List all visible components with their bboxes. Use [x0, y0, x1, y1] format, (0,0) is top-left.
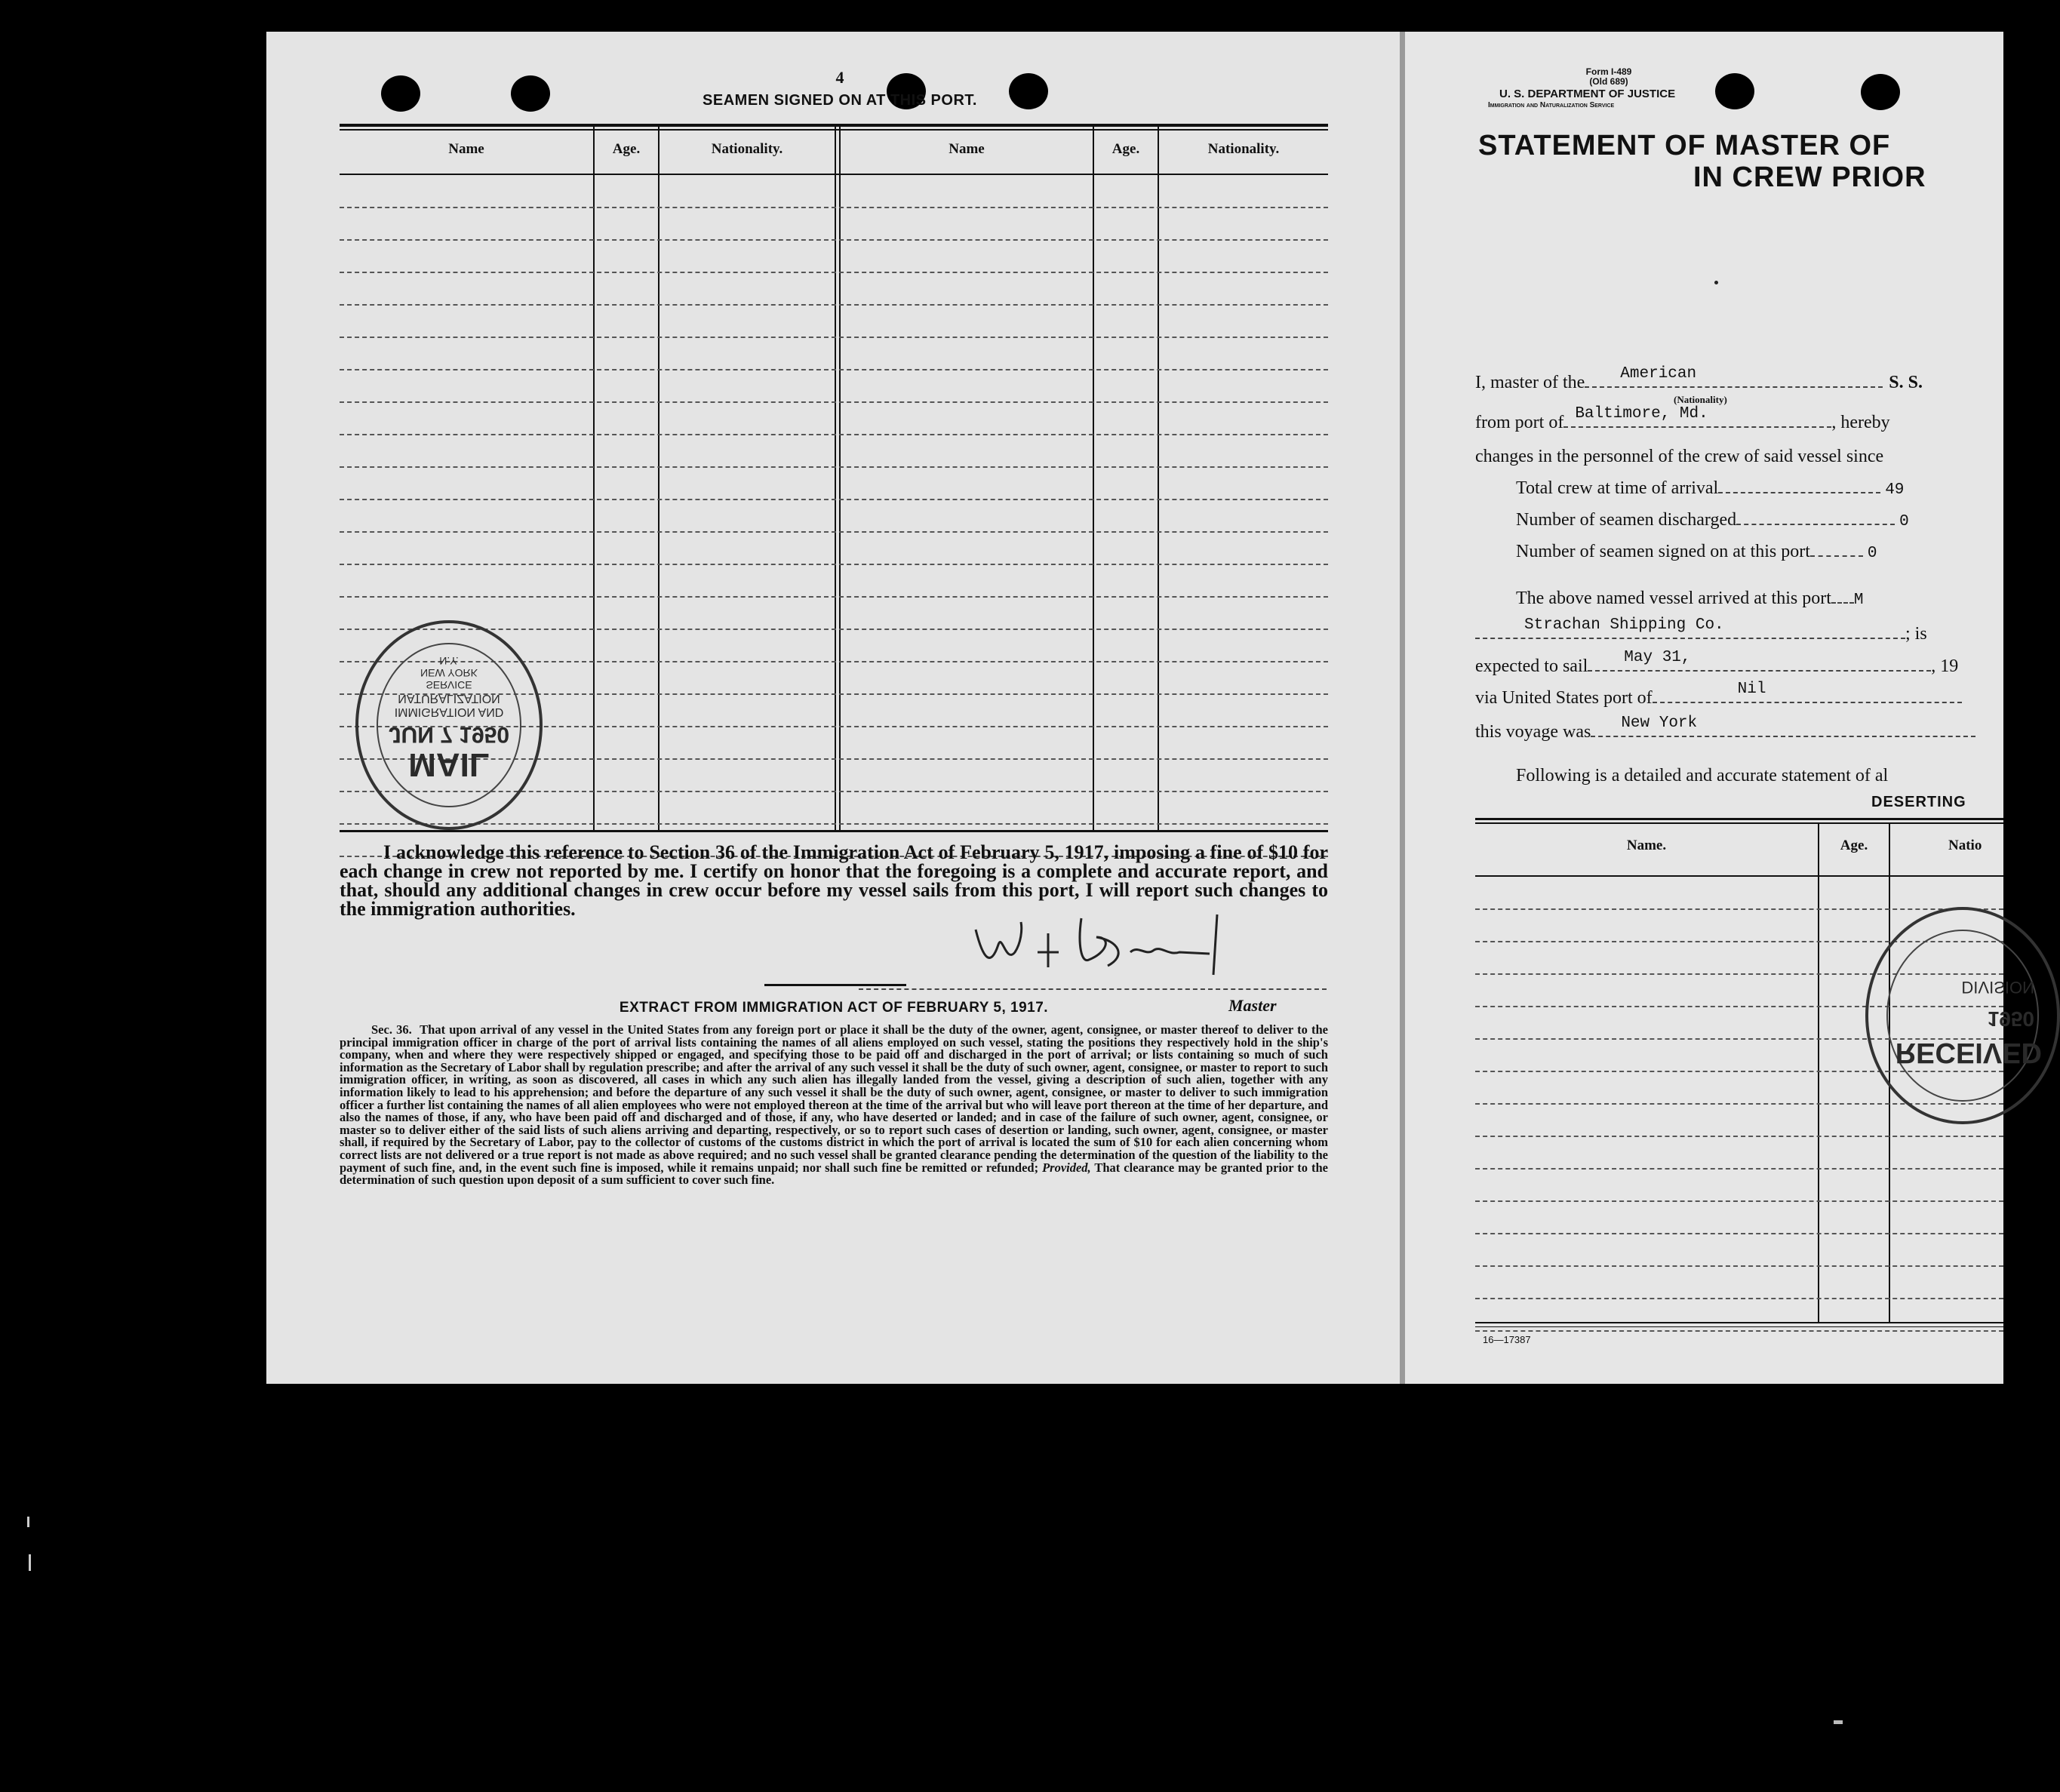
discharged-value: 0: [1899, 513, 1909, 530]
scan-mark: [29, 1554, 31, 1571]
sail-line: expected to sail May 31, , 19: [1475, 649, 1959, 676]
extract-proviso-label: Provided,: [1042, 1160, 1091, 1175]
footer-rule: [1475, 1326, 2003, 1327]
voyage-value: New York: [1621, 715, 1698, 732]
form-number: Form I-489: [1585, 66, 1632, 77]
table-row: [340, 499, 1328, 500]
nationality-value: American: [1620, 365, 1697, 383]
table-row: [340, 466, 1328, 468]
changes-line: changes in the personnel of the crew of said vessel since: [1475, 447, 1884, 466]
table-row: [1475, 1168, 2003, 1170]
master-label: Master: [1228, 996, 1277, 1015]
mail-stamp: MAIL JUN 7 1950 IMMIGRATION AND NATURALIZATION SERVICE NEW YORK N.Y.: [355, 620, 543, 830]
table-top-rule: [1475, 822, 2003, 824]
punch-hole: [1861, 74, 1900, 110]
extract-proviso: That clearance may be granted prior to the determination of such question upon deposit of a sum sufficient to cover such fine.: [340, 1160, 1328, 1188]
table-row: [1475, 1298, 2003, 1299]
form-title-line1: STATEMENT OF MASTER OF: [1478, 130, 1891, 161]
signature-graphic: [968, 899, 1247, 982]
column-header-name: Name: [949, 141, 985, 157]
extract-section-label: Sec. 36.: [371, 1022, 412, 1037]
column-header-age: Age.: [612, 141, 641, 157]
column-header-age: Age.: [1111, 141, 1140, 157]
scan-mark: [1834, 1720, 1843, 1724]
table-row: [340, 596, 1328, 598]
punch-hole: [381, 75, 420, 112]
form-title-line2: IN CREW PRIOR: [1693, 161, 1926, 193]
punch-hole: [1715, 73, 1754, 109]
table-bottom-rule: [340, 830, 1328, 832]
following-line: Following is a detailed and accurate statement of al: [1516, 766, 1889, 785]
punch-hole: [511, 75, 550, 112]
column-header-nationality: Natio: [1948, 838, 1982, 853]
mark-dot: [1714, 281, 1718, 284]
table-row: [340, 564, 1328, 565]
page-fold: [1400, 32, 1405, 1384]
table-row: [1475, 1330, 2003, 1332]
service-name: Immigration and Naturalization Service: [1488, 101, 1615, 109]
extract-rule: [764, 984, 906, 986]
table-row: [340, 434, 1328, 435]
from-port-line: from port of Baltimore, Md. , hereby: [1475, 405, 1890, 432]
department-name: U. S. DEPARTMENT OF JUSTICE: [1499, 88, 1676, 100]
table-row: [340, 337, 1328, 338]
certification-text: I acknowledge this reference to Section 36 of the Immigration Act of February 5, 1917, imposing a fine of $10 for each change in crew not reported by me. I certify on honor that the foregoing is a complete and accurate report, and that, should any additional changes in crew occur before my vessel sails from this port, I will report such changes to the immigration authorities.: [340, 841, 1328, 920]
via-value: Nil: [1737, 681, 1766, 698]
arrived-line: The above named vessel arrived at this port M: [1516, 589, 1864, 609]
column-divider: [1818, 824, 1819, 1322]
voyage-line: this voyage was New York: [1475, 722, 1975, 742]
form-old-number: (Old 689): [1589, 76, 1628, 87]
left-page: [266, 32, 1402, 1384]
nationality-hint: (Nationality): [1674, 394, 1727, 405]
right-page: [1405, 32, 2042, 1384]
agent-value: Strachan Shipping Co.: [1524, 616, 1724, 634]
table-top-rule: [1475, 818, 2003, 820]
from-port-value: Baltimore, Md.: [1575, 405, 1708, 423]
table-row: [340, 304, 1328, 306]
master-signature: [968, 899, 1247, 982]
print-code: 16—17387: [1483, 1334, 1531, 1345]
table-top-rule: [340, 124, 1328, 127]
total-crew-value: 49: [1885, 481, 1905, 499]
extract-title: EXTRACT FROM IMMIGRATION ACT OF FEBRUARY 5, 1917.: [619, 1000, 1049, 1016]
extract-text: That upon arrival of any vessel in the United States from any foreign port or place it shall be the duty of the owner, agent, consignee, or master thereof to deliver to the principal immigration officer in charge of the port of arrival lists containing the names of all aliens employed on such vessel, stating the positions they respectively hold in the ship's company, when and where they were respectively shipped or engaged, and specifying those to be paid off and discharged in the port of arrival; or lists containing so much of such information as the Secretary of Labor shall by regulation prescribe; and after the arrival of any such vessel it shall be the duty of such owner, agent, consignee, or master to report to such immigration officer, in writing, as soon as discovered, all cases in which any such alien has illegally landed from the vessel, giving a description of such alien, together with any information likely to lead to his apprehension; and before the departure of any such vessel it shall be the duty of such owner, agent, consignee, or master to deliver to such immigration officer a further list containing the names of all alien employees who were not employed thereon at the time of the arrival but who will leave port thereon at the time of her departure, and also the names of those, if any, who have been paid off and discharged and of those, if any, who have deserted or landed; and in case of the failure of such owner, agent, consignee, or master so to deliver either of the said lists of such aliens arriving and departing, respectively, or so to report such cases of desertion or landing, such owner, agent, consignee, or master shall, if required by the Secretary of Labor, pay to the collector of customs of the customs district in which the port of arrival is located the sum of $10 for each alien concerning whom correct lists are not delivered or a true report is not made as above required; and no such vessel shall be granted clearance pending the determination of the question of the liability to the payment of such fine, and, in the event such fine is imposed, while it remains unpaid; nor shall such fine be remitted or refunded;: [340, 1022, 1329, 1175]
signature-line: [859, 988, 1327, 990]
table-bottom-rule: [1475, 1322, 2003, 1323]
table-row: [340, 272, 1328, 273]
table-row: [1475, 1136, 2003, 1137]
signed-on-value: 0: [1867, 545, 1877, 562]
punch-hole: [1009, 73, 1048, 109]
extract-body: [340, 1024, 1328, 1187]
table-row: [1475, 1233, 2003, 1234]
table-row: [340, 401, 1328, 403]
table-row: [340, 207, 1328, 208]
table-header-rule: [1475, 875, 2003, 877]
table-row: [340, 531, 1328, 533]
column-header-name: Name.: [1626, 838, 1667, 853]
arrived-value: M: [1853, 592, 1864, 609]
table-top-rule: [340, 129, 1328, 131]
received-stamp: RECEIVED 1950 DIVISION: [1865, 907, 2060, 1124]
deserting-label: DESERTING: [1871, 794, 1966, 810]
column-header-age: Age.: [1840, 838, 1868, 853]
section-title: SEAMEN SIGNED ON AT THIS PORT.: [703, 92, 977, 109]
signed-on-line: Number of seamen signed on at this port 0: [1516, 542, 1877, 562]
table-row: [340, 239, 1328, 241]
column-header-nationality: Nationality.: [711, 141, 783, 157]
table-row: [1475, 1265, 2003, 1267]
sail-value: May 31,: [1624, 649, 1691, 666]
total-crew-line: Total crew at time of arrival 49: [1516, 478, 1905, 499]
column-header-nationality: Nationality.: [1207, 141, 1280, 157]
table-row: [340, 369, 1328, 370]
discharged-line: Number of seamen discharged 0: [1516, 510, 1909, 530]
via-line: via United States port of Nil: [1475, 688, 1962, 709]
column-header-name: Name: [448, 141, 484, 157]
master-line: I, master of the American S. S.: [1475, 365, 1923, 392]
agent-line: Strachan Shipping Co. ; is: [1475, 624, 1927, 644]
table-row: [1475, 1200, 2003, 1202]
table-header-rule: [340, 174, 1328, 175]
page-number: 4: [835, 68, 844, 87]
scan-mark: [27, 1517, 29, 1527]
